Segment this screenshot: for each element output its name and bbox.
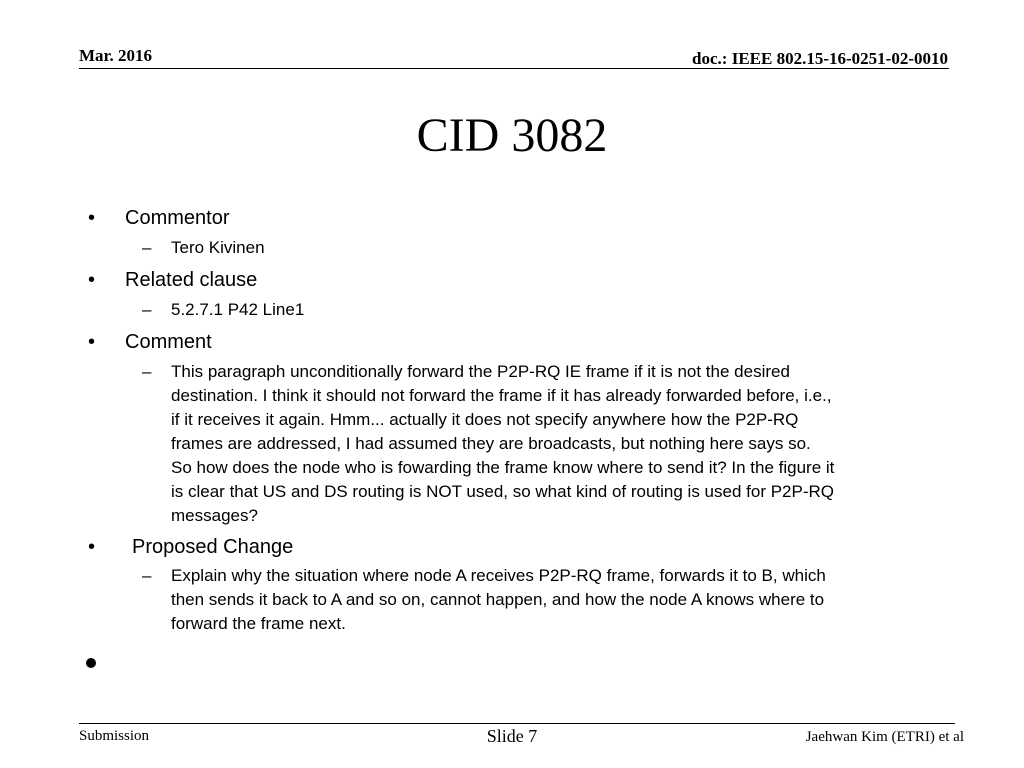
slide-title: CID 3082 [416,109,608,162]
change-line: Explain why the situation where node A receives P2P-RQ frame, forwards it to B, which [171,566,826,585]
footer-author: Jaehwan Kim (ETRI) et al [805,729,964,745]
sub-text-proposed-change [171,564,961,636]
comment-line: frames are addressed, I had assumed they are broadcasts, but nothing here says so. [171,434,811,453]
bullet-label-proposed-change: Proposed Change [132,536,294,558]
bullet-marker: • [88,536,96,558]
comment-line: if it receives it again. Hmm... actually it does not specify anywhere how the P2P-RQ [171,410,799,429]
dash-marker: – [142,238,152,257]
change-line: forward the frame next. [171,614,346,633]
comment-line: destination. I think it should not forward the frame if it has already forwarded before, i.e., [171,386,832,405]
footer-submission: Submission [79,728,150,744]
sub-text-commentor-name: Tero Kivinen [171,238,265,257]
footer-divider [79,723,955,724]
comment-line: So how does the node who is fowarding the frame know where to send it? In the figure it [171,458,835,477]
sub-text-clause-reference: 5.2.7.1 P42 Line1 [171,300,305,319]
bullet-marker: • [88,207,96,229]
comment-line: This paragraph unconditionally forward the P2P-RQ IE frame if it is not the desired [171,362,790,381]
empty-bullet-marker [86,658,96,668]
dash-marker: – [142,362,152,381]
header-date: Mar. 2016 [79,46,153,65]
header-doc-number: doc.: IEEE 802.15-16-0251-02-0010 [692,49,948,68]
bullet-marker: • [88,269,96,291]
bullet-label-comment: Comment [125,331,212,353]
comment-line: messages? [171,506,258,525]
bullet-label-related-clause: Related clause [125,269,258,291]
dash-marker: – [142,566,152,585]
change-line: then sends it back to A and so on, cannot happen, and how the node A knows where to [171,590,825,609]
footer-slide-number: Slide 7 [486,726,538,746]
sub-text-comment [171,360,961,528]
dash-marker: – [142,300,152,319]
bullet-label-commentor: Commentor [125,207,230,229]
comment-line: is clear that US and DS routing is NOT used, so what kind of routing is used for P2P-RQ [171,482,834,501]
bullet-marker: • [88,331,96,353]
